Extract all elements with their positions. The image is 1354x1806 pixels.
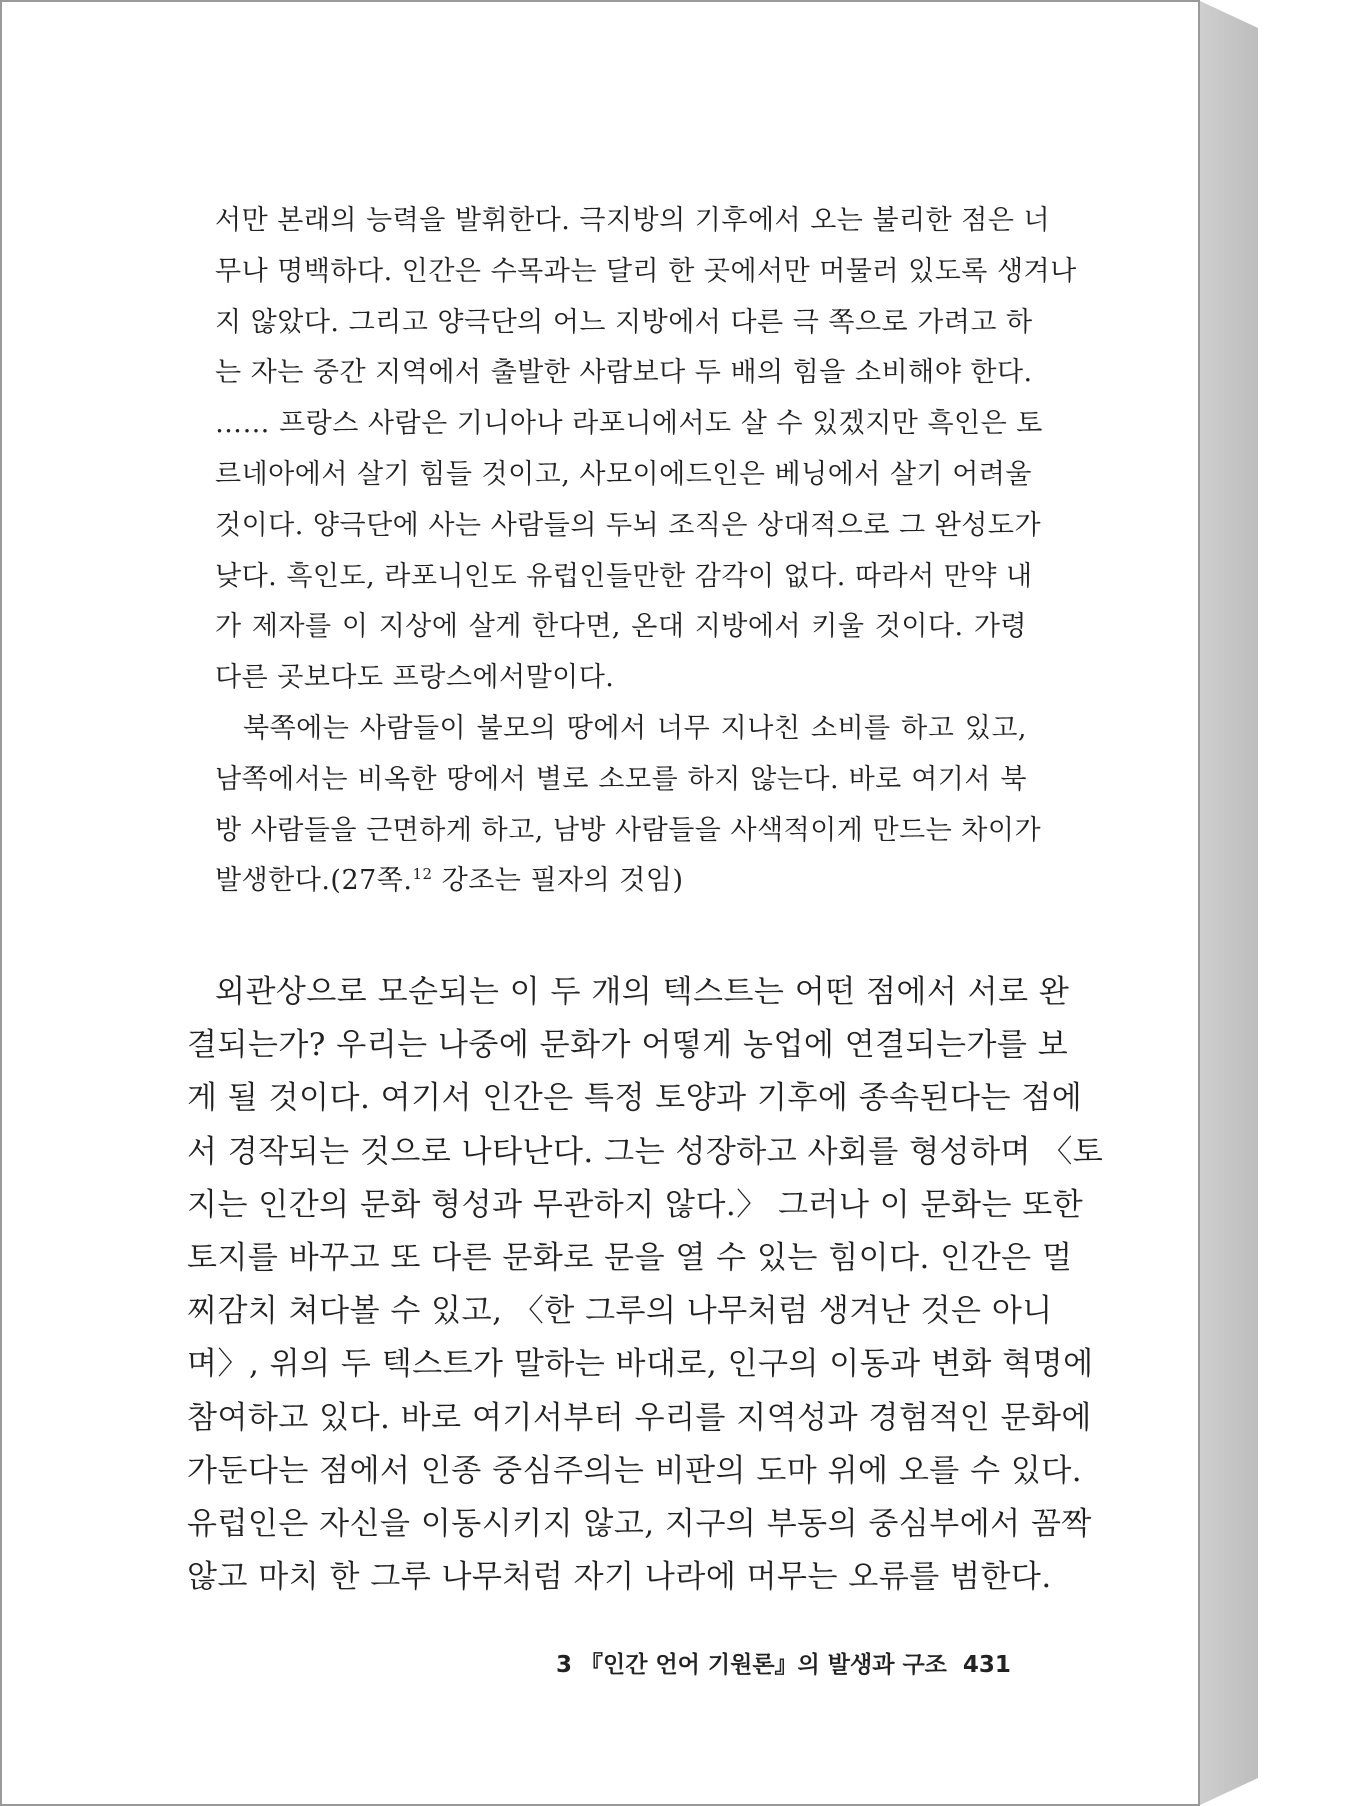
quote-line: 낮다. 흑인도, 라포니인도 유럽인들만한 감각이 없다. 따라서 만약 내 — [215, 560, 1033, 592]
quote-line: 는 자는 중간 지역에서 출발한 사람보다 두 배의 힘을 소비해야 한다. — [215, 357, 1033, 389]
body-line: 유럽인은 자신을 이동시키지 않고, 지구의 부동의 중심부에서 꼼짝 — [187, 1506, 1092, 1543]
quote-line: 서만 본래의 능력을 발휘한다. 극지방의 기후에서 오는 불리한 점은 너 — [215, 205, 1051, 236]
body-paragraph — [187, 966, 1104, 1604]
quote-line-citation — [215, 856, 1027, 907]
quote-line: …… 프랑스 사람은 기니아나 라포니에서도 살 수 있겠지만 흑인은 토 — [215, 408, 1043, 440]
body-line: 않고 마치 한 그루 나무처럼 자기 나라에 머무는 오류를 범한다. — [187, 1559, 1052, 1596]
citation-text: 발생한다.(27쪽. — [215, 865, 413, 897]
body-line: 며〉, 위의 두 텍스트가 말하는 바대로, 인구의 이동과 변화 혁명에 — [187, 1346, 1094, 1383]
page-edge-shadow — [1198, 0, 1258, 1806]
body-line: 찌감치 쳐다볼 수 있고, 〈한 그루의 나무처럼 생겨난 것은 아니 — [187, 1293, 1053, 1330]
body-line: 참여하고 있다. 바로 여기서부터 우리를 지역성과 경험적인 문화에 — [187, 1399, 1092, 1436]
quote-line: 다른 곳보다도 프랑스에서말이다. — [215, 662, 615, 694]
body-line: 지는 인간의 문화 형성과 무관하지 않다.〉 그러나 이 문화는 또한 — [187, 1186, 1084, 1223]
page-number: 431 — [962, 1652, 1011, 1678]
quote-line: 가 제자를 이 지상에 살게 한다면, 온대 지방에서 키울 것이다. 가령 — [215, 611, 1027, 643]
quote-line: 방 사람들을 근면하게 하고, 남방 사람들을 사색적이게 만드는 차이가 — [215, 814, 1042, 846]
body-line: 외관상으로 모순되는 이 두 개의 텍스트는 어떤 점에서 서로 완 — [215, 974, 1070, 1010]
quote-line: 남쪽에서는 비옥한 땅에서 별로 소모를 하지 않는다. 바로 여기서 북 — [215, 763, 1027, 795]
body-line: 토지를 바꾸고 또 다른 문화로 문을 열 수 있는 힘이다. 인간은 멀 — [187, 1240, 1073, 1277]
page-footer — [556, 1646, 1011, 1679]
quote-line: 것이다. 양극단에 사는 사람들의 두뇌 조직은 상대적으로 그 완성도가 — [215, 509, 1042, 541]
body-line: 가둔다는 점에서 인종 중심주의는 비판의 도마 위에 오를 수 있다. — [187, 1452, 1083, 1489]
running-head: 3 『인간 언어 기원론』의 발생과 구조 — [556, 1652, 947, 1678]
citation-note: 강조는 필자의 것임) — [432, 865, 684, 897]
quote-line: 북쪽에는 사람들이 불모의 땅에서 너무 지나친 소비를 하고 있고, — [243, 712, 1027, 744]
footnote-marker: 12 — [412, 865, 433, 884]
quote-line: 무나 명백하다. 인간은 수목과는 달리 한 곳에서만 머물러 있도록 생겨나 — [215, 255, 1077, 287]
body-line: 게 될 것이다. 여기서 인간은 특정 토양과 기후에 종속된다는 점에 — [187, 1080, 1083, 1117]
body-line: 서 경작되는 것으로 나타난다. 그는 성장하고 사회를 형성하며 〈토 — [187, 1133, 1104, 1170]
body-line: 결되는가? 우리는 나중에 문화가 어떻게 농업에 연결되는가를 보 — [187, 1027, 1069, 1064]
quote-line: 지 않았다. 그리고 양극단의 어느 지방에서 다른 극 쪽으로 가려고 하 — [215, 306, 1033, 338]
block-quote — [215, 196, 1077, 907]
quote-line: 르네아에서 살기 힘들 것이고, 사모이에드인은 베닝에서 살기 어려울 — [215, 458, 1032, 490]
